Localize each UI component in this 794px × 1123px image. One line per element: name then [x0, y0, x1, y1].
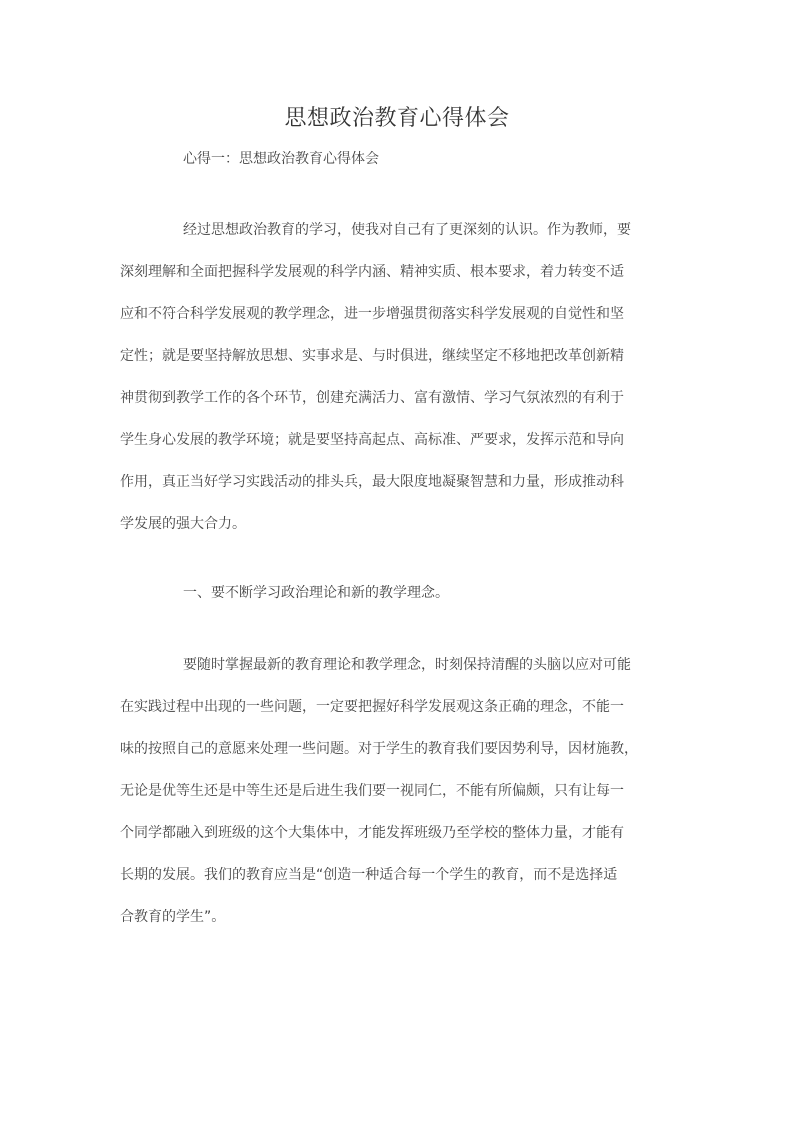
paragraph-line: 长期的发展。我们的教育应当是“创造一种适合每一个学生的教育，而不是选择适 [120, 867, 618, 883]
paragraph-line: 个同学都融入到班级的这个大集体中，才能发挥班级乃至学校的整体力量，才能有 [120, 825, 624, 841]
paragraph-line: 要随时掌握最新的教育理论和教学理念，时刻保持清醒的头脑以应对可能 [183, 657, 631, 673]
paragraph-line: 定性；就是要坚持解放思想、实事求是、与时俱进，继续坚定不移地把改革创新精 [120, 348, 624, 364]
section-heading-1: 一、要不断学习政治理论和新的教学理念。 [183, 585, 449, 601]
paragraph-line: 作用，真正当好学习实践活动的排头兵，最大限度地凝聚智慧和力量，形成推动科 [120, 474, 624, 490]
document-subtitle: 心得一：思想政治教育心得体会 [183, 151, 379, 167]
paragraph-line: 深刻理解和全面把握科学发展观的科学内涵、精神实质、根本要求，着力转变不适 [120, 264, 624, 280]
paragraph-line: 学生身心发展的教学环境；就是要坚持高起点、高标准、严要求，发挥示范和导向 [120, 432, 624, 448]
paragraph-line: 无论是优等生还是中等生还是后进生我们要一视同仁，不能有所偏颇，只有让每一 [120, 783, 624, 799]
paragraph-1 [120, 209, 680, 545]
paragraph-line: 经过思想政治教育的学习，使我对自己有了更深刻的认识。作为教师，要 [183, 222, 631, 238]
document-title: 思想政治教育心得体会 [284, 106, 510, 131]
paragraph-line: 味的按照自己的意愿来处理一些问题。对于学生的教育我们要因势利导，因材施教， [120, 741, 638, 757]
paragraph-line: 学发展的强大合力。 [120, 516, 246, 532]
paragraph-line: 合教育的学生”。 [120, 909, 226, 925]
paragraph-line: 应和不符合科学发展观的教学理念，进一步增强贯彻落实科学发展观的自觉性和坚 [120, 306, 624, 322]
paragraph-line: 神贯彻到教学工作的各个环节，创建充满活力、富有激情、学习气氛浓烈的有利于 [120, 390, 624, 406]
paragraph-line: 在实践过程中出现的一些问题，一定要把握好科学发展观这条正确的理念，不能一 [120, 699, 624, 715]
paragraph-2 [120, 644, 680, 938]
